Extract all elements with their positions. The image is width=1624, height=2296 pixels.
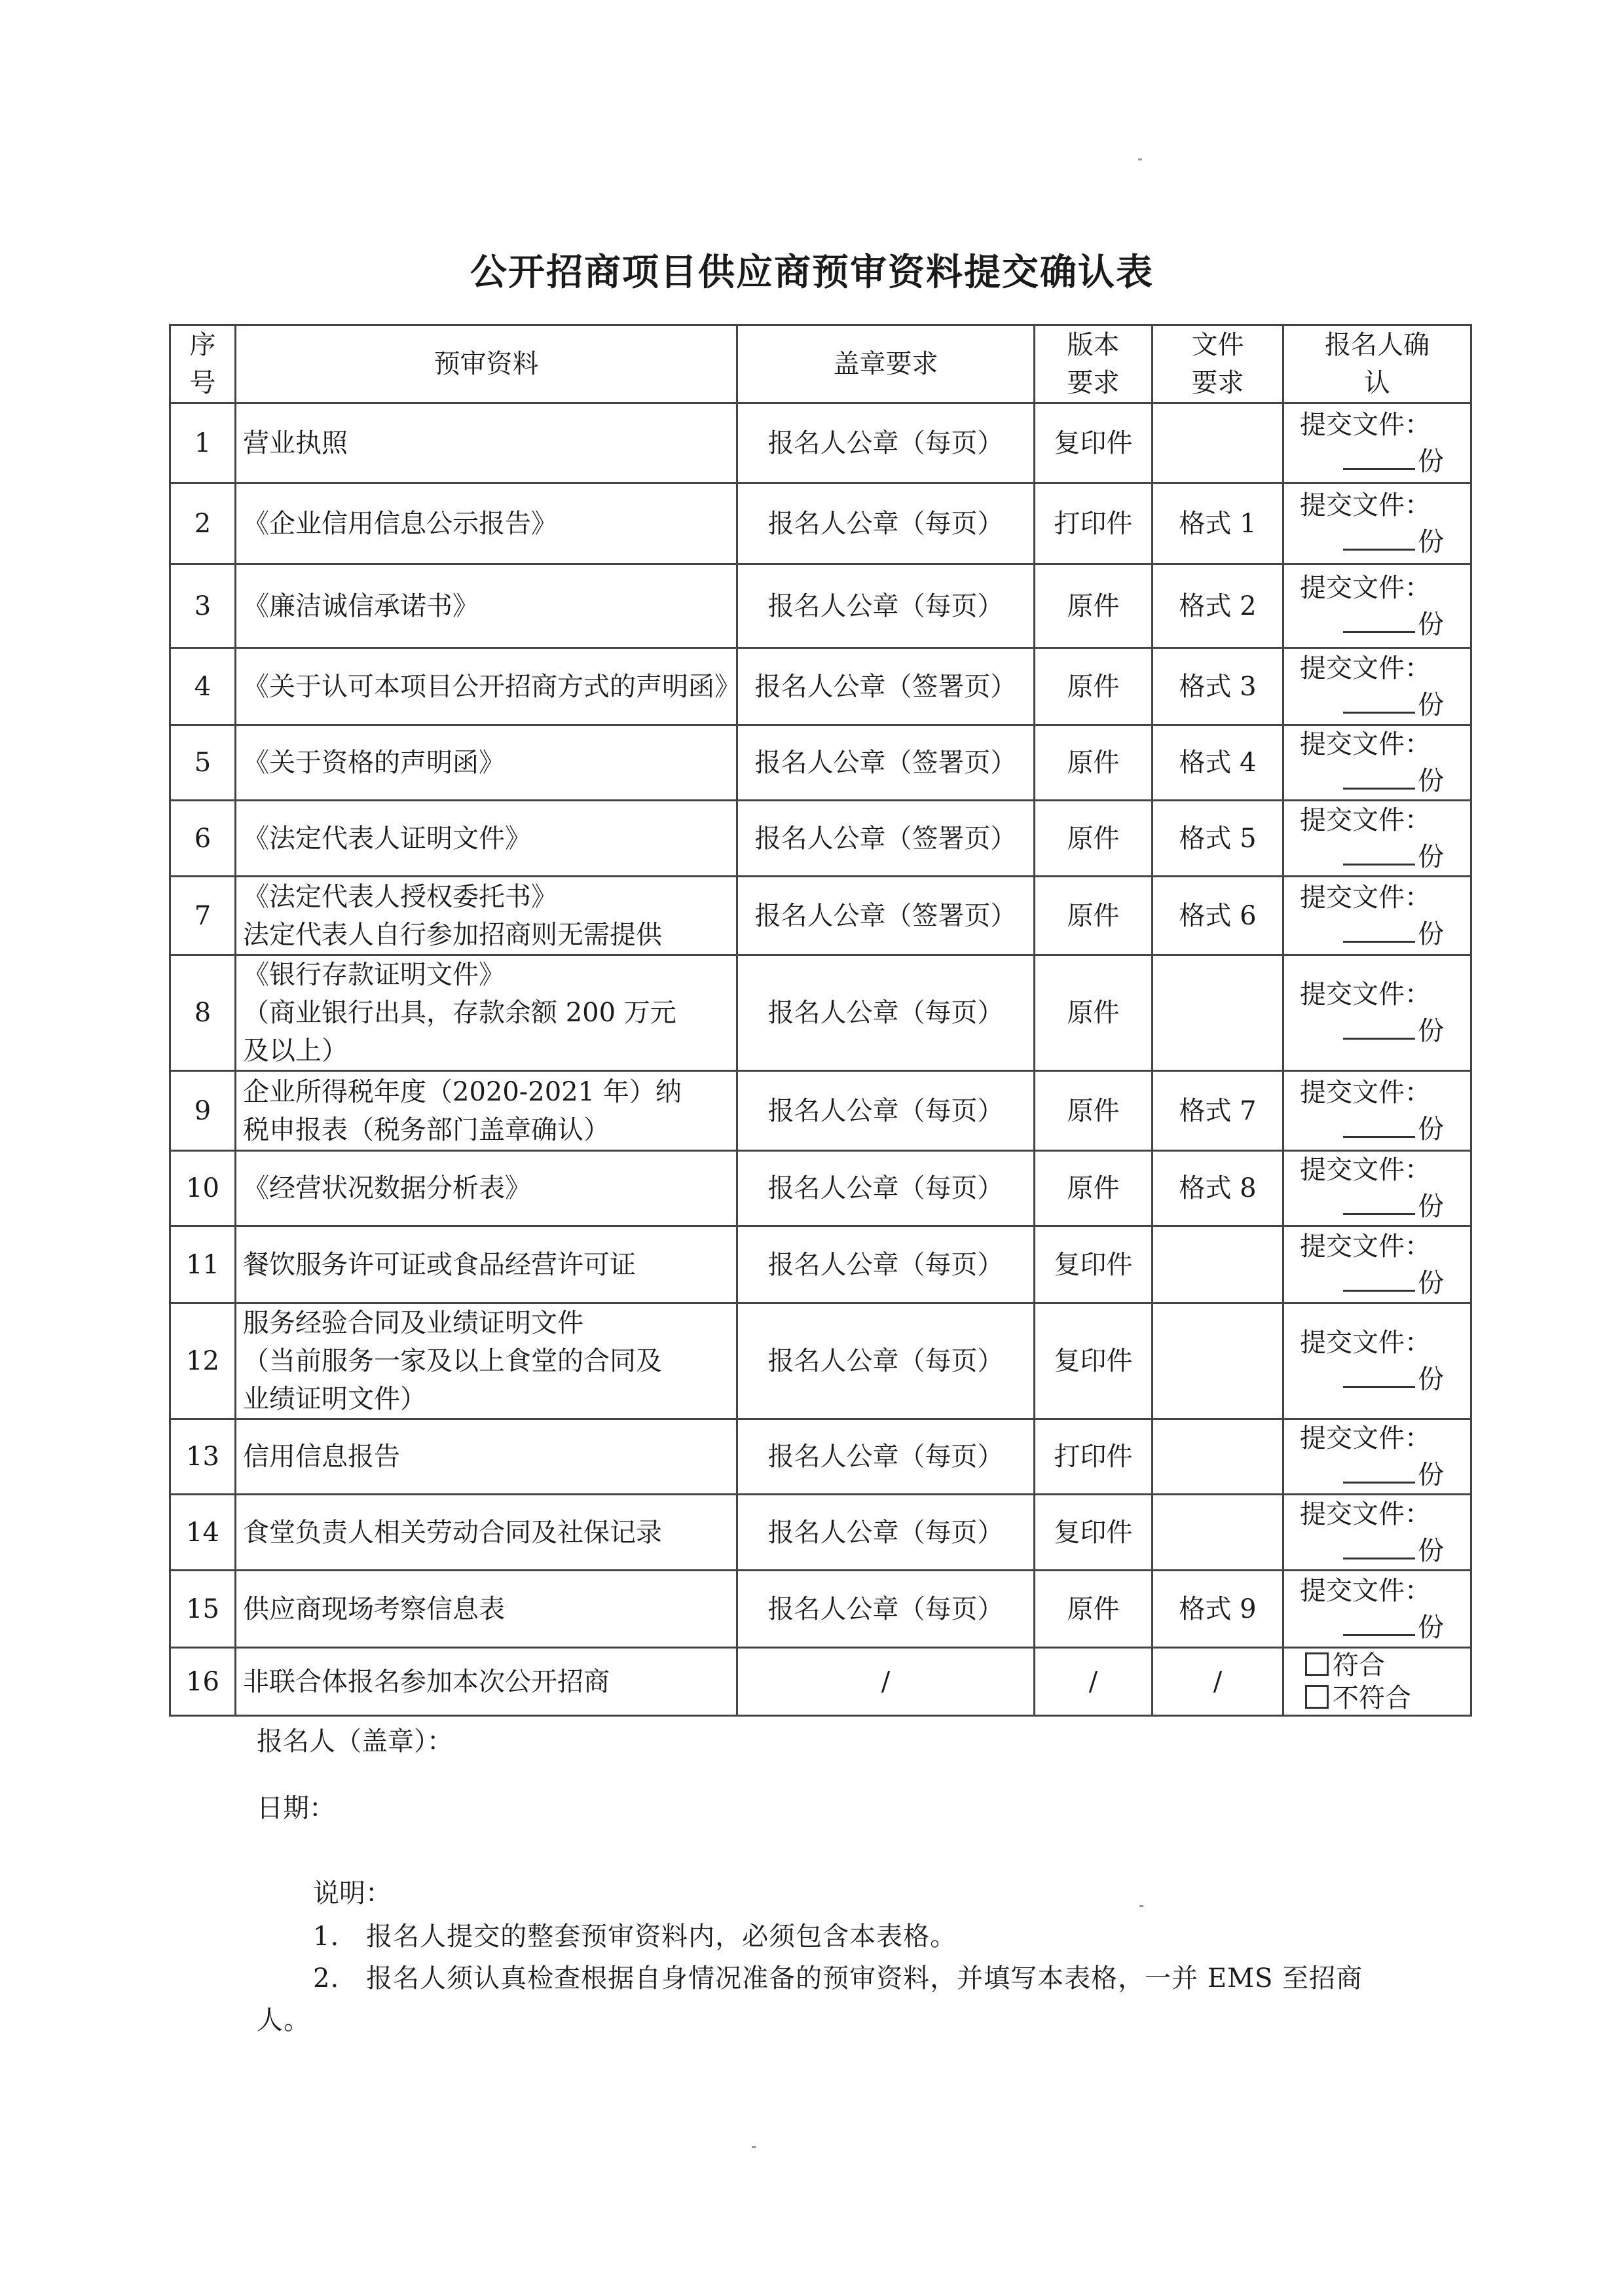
- copies-field[interactable]: [1291, 839, 1464, 875]
- copies-unit: 份: [1418, 841, 1444, 872]
- version-requirement: 原件: [1035, 1571, 1153, 1648]
- copies-field[interactable]: [1291, 1111, 1464, 1148]
- submitted-files-label: 提交文件：: [1300, 1575, 1431, 1606]
- material-line: 服务经验合同及业绩证明文件: [243, 1308, 583, 1338]
- copies-unit: 份: [1418, 919, 1444, 949]
- copies-field[interactable]: [1291, 1361, 1464, 1398]
- confirm-cell[interactable]: [1283, 1495, 1471, 1571]
- copies-blank-line[interactable]: [1343, 763, 1415, 790]
- submitted-files-label: 提交文件：: [1300, 1499, 1431, 1529]
- table-row: [170, 1226, 1471, 1303]
- format-requirement: [1153, 955, 1283, 1071]
- material-line: 法定代表人自行参加招商则无需提供: [243, 919, 662, 950]
- format-requirement: [1153, 1226, 1283, 1303]
- checkbox-conform[interactable]: [1291, 1649, 1464, 1682]
- version-requirement: 原件: [1035, 955, 1153, 1071]
- seal-requirement: 报名人公章（每页）: [737, 1151, 1035, 1226]
- applicant-seal-label: 报名人（盖章）：: [257, 1726, 453, 1757]
- submitted-files-label: 提交文件：: [1300, 979, 1431, 1010]
- copies-unit: 份: [1418, 1364, 1444, 1394]
- copies-blank-line[interactable]: [1343, 839, 1415, 866]
- material-cell: [236, 877, 737, 955]
- confirm-cell[interactable]: [1283, 725, 1471, 801]
- format-requirement: 格式 5: [1153, 801, 1283, 877]
- material-cell: 《关于认可本项目公开招商方式的声明函》: [236, 648, 737, 725]
- row-number: 7: [170, 877, 236, 955]
- material-cell: 《经营状况数据分析表》: [236, 1151, 737, 1226]
- format-requirement: [1153, 403, 1283, 483]
- material-cell: 食堂负责人相关劳动合同及社保记录: [236, 1495, 737, 1571]
- copies-unit: 份: [1418, 526, 1444, 557]
- version-requirement: 原件: [1035, 725, 1153, 801]
- material-cell: 餐饮服务许可证或食品经营许可证: [236, 1226, 737, 1303]
- material-line: （商业银行出具，存款余额 200 万元: [243, 998, 676, 1028]
- confirm-cell[interactable]: [1283, 1303, 1471, 1419]
- format-requirement: [1153, 1495, 1283, 1571]
- version-requirement: 原件: [1035, 801, 1153, 877]
- copies-unit: 份: [1418, 766, 1444, 796]
- seal-requirement: 报名人公章（每页）: [737, 955, 1035, 1071]
- table-row: [170, 483, 1471, 564]
- submitted-files-label: 提交文件：: [1300, 1077, 1431, 1108]
- col-header-num: 序号: [170, 325, 236, 403]
- table-row: [170, 1303, 1471, 1419]
- confirm-cell[interactable]: [1283, 955, 1471, 1071]
- seal-requirement: 报名人公章（每页）: [737, 1571, 1035, 1648]
- seal-requirement: 报名人公章（每页）: [737, 1495, 1035, 1571]
- seal-requirement: 报名人公章（每页）: [737, 483, 1035, 564]
- row-number: 12: [170, 1303, 236, 1419]
- version-requirement: 复印件: [1035, 1226, 1153, 1303]
- scan-speck: [752, 2146, 756, 2148]
- format-requirement: 格式 1: [1153, 483, 1283, 564]
- version-requirement: 复印件: [1035, 403, 1153, 483]
- submitted-files-label: 提交文件：: [1300, 572, 1431, 603]
- copies-field[interactable]: [1291, 1188, 1464, 1225]
- material-cell: 《企业信用信息公示报告》: [236, 483, 737, 564]
- material-line: （当前服务一家及以上食堂的合同及: [243, 1346, 662, 1376]
- copies-unit: 份: [1418, 1535, 1444, 1566]
- confirm-cell[interactable]: [1283, 801, 1471, 877]
- scan-speck: [1139, 1905, 1143, 1907]
- copies-blank-line[interactable]: [1343, 1013, 1415, 1040]
- copies-blank-line[interactable]: [1343, 1188, 1415, 1215]
- table-row: [170, 1495, 1471, 1571]
- seal-requirement: 报名人公章（签署页）: [737, 801, 1035, 877]
- confirm-cell[interactable]: [1283, 483, 1471, 564]
- row-number: 1: [170, 403, 236, 483]
- submitted-files-label: 提交文件：: [1300, 490, 1431, 520]
- row-number: 3: [170, 564, 236, 648]
- material-line: 税申报表（税务部门盖章确认）: [243, 1114, 610, 1145]
- submitted-files-label: 提交文件：: [1300, 653, 1431, 683]
- col-header-seal: 盖章要求: [737, 325, 1035, 403]
- row-number: 6: [170, 801, 236, 877]
- copies-field[interactable]: [1291, 443, 1464, 480]
- format-requirement: 格式 2: [1153, 564, 1283, 648]
- table-row: [170, 648, 1471, 725]
- material-line: 《银行存款证明文件》: [243, 960, 505, 990]
- copies-field[interactable]: [1291, 1013, 1464, 1049]
- table-row: [170, 801, 1471, 877]
- version-requirement: 原件: [1035, 1151, 1153, 1226]
- checkbox-label: 符合: [1333, 1650, 1385, 1681]
- submitted-files-label: 提交文件：: [1300, 1328, 1431, 1358]
- row-number: 13: [170, 1419, 236, 1495]
- seal-requirement: 报名人公章（签署页）: [737, 877, 1035, 955]
- submitted-files-label: 提交文件：: [1300, 1423, 1431, 1453]
- version-requirement: 原件: [1035, 877, 1153, 955]
- confirm-cell[interactable]: [1283, 1419, 1471, 1495]
- format-requirement: 格式 4: [1153, 725, 1283, 801]
- scan-speck: [1138, 158, 1142, 160]
- copies-unit: 份: [1418, 1016, 1444, 1046]
- col-header-version: 版本要求: [1035, 325, 1153, 403]
- material-cell: [236, 1071, 737, 1151]
- table-row: [170, 877, 1471, 955]
- material-cell: 供应商现场考察信息表: [236, 1571, 737, 1648]
- copies-field[interactable]: [1291, 1457, 1464, 1493]
- version-requirement: 打印件: [1035, 1419, 1153, 1495]
- note-item-2: 2. 报名人须认真检查根据自身情况准备的预审资料，并填写本表格，一并 EMS 至招商人。: [257, 1963, 1363, 2035]
- copies-field[interactable]: [1291, 1609, 1464, 1646]
- copies-unit: 份: [1418, 1114, 1444, 1144]
- note-item-1: 1. 报名人提交的整套预审资料内，必须包含本表格。: [313, 1922, 957, 1952]
- seal-requirement: 报名人公章（每页）: [737, 564, 1035, 648]
- confirm-cell[interactable]: [1283, 403, 1471, 483]
- copies-unit: 份: [1418, 446, 1444, 477]
- seal-requirement: 报名人公章（每页）: [737, 1226, 1035, 1303]
- material-cell: 信用信息报告: [236, 1419, 737, 1495]
- submitted-files-label: 提交文件：: [1300, 805, 1431, 835]
- confirm-cell[interactable]: [1283, 564, 1471, 648]
- col-header-material: 预审资料: [236, 325, 737, 403]
- copies-unit: 份: [1418, 1460, 1444, 1490]
- version-requirement: 原件: [1035, 564, 1153, 648]
- col-header-format: 文件要求: [1153, 325, 1283, 403]
- format-requirement: [1153, 1419, 1283, 1495]
- copies-unit: 份: [1418, 1267, 1444, 1298]
- copies-blank-line[interactable]: [1343, 1533, 1415, 1559]
- format-requirement: 格式 3: [1153, 648, 1283, 725]
- seal-requirement: /: [737, 1648, 1035, 1716]
- table-row: [170, 564, 1471, 648]
- confirm-cell[interactable]: [1283, 1071, 1471, 1151]
- row-number: 16: [170, 1648, 236, 1716]
- version-requirement: 原件: [1035, 648, 1153, 725]
- table-row: [170, 1071, 1471, 1151]
- seal-requirement: 报名人公章（签署页）: [737, 725, 1035, 801]
- material-line: 企业所得税年度（2020-2021 年）纳: [243, 1076, 682, 1107]
- copies-field[interactable]: [1291, 687, 1464, 723]
- version-requirement: 原件: [1035, 1071, 1153, 1151]
- checkbox-label: 不符合: [1333, 1683, 1411, 1713]
- row-number: 14: [170, 1495, 236, 1571]
- seal-requirement: 报名人公章（每页）: [737, 403, 1035, 483]
- checkbox-nonconform[interactable]: [1291, 1682, 1464, 1715]
- submitted-files-label: 提交文件：: [1300, 1231, 1431, 1262]
- row-number: 4: [170, 648, 236, 725]
- row-number: 8: [170, 955, 236, 1071]
- checkbox-square-icon[interactable]: [1305, 1652, 1329, 1676]
- copies-field[interactable]: [1291, 606, 1464, 643]
- copies-field[interactable]: [1291, 916, 1464, 953]
- confirm-cell[interactable]: [1283, 648, 1471, 725]
- material-cell: [236, 1303, 737, 1419]
- copies-blank-line[interactable]: [1343, 687, 1415, 714]
- page-title: 公开招商项目供应商预审资料提交确认表: [470, 251, 1154, 294]
- format-requirement: 格式 7: [1153, 1071, 1283, 1151]
- table-row: [170, 403, 1471, 483]
- material-cell: 《法定代表人证明文件》: [236, 801, 737, 877]
- copies-unit: 份: [1418, 609, 1444, 640]
- copies-blank-line[interactable]: [1343, 1361, 1415, 1388]
- seal-requirement: 报名人公章（每页）: [737, 1303, 1035, 1419]
- material-line: 《法定代表人授权委托书》: [243, 881, 557, 912]
- copies-blank-line[interactable]: [1343, 1457, 1415, 1484]
- submitted-files-label: 提交文件：: [1300, 1155, 1431, 1185]
- checkbox-square-icon[interactable]: [1305, 1685, 1329, 1709]
- table-header-row: [170, 325, 1471, 403]
- copies-field[interactable]: [1291, 1265, 1464, 1302]
- table-row: [170, 1151, 1471, 1226]
- material-cell: 《廉洁诚信承诺书》: [236, 564, 737, 648]
- copies-unit: 份: [1418, 1192, 1444, 1222]
- version-requirement: 复印件: [1035, 1303, 1153, 1419]
- confirmation-table: [169, 324, 1472, 1717]
- copies-field[interactable]: [1291, 1533, 1464, 1569]
- seal-requirement: 报名人公章（每页）: [737, 1071, 1035, 1151]
- submitted-files-label: 提交文件：: [1300, 409, 1431, 440]
- notes-title: 说明：: [313, 1878, 392, 1908]
- row-number: 5: [170, 725, 236, 801]
- format-requirement: 格式 6: [1153, 877, 1283, 955]
- col-header-confirm: 报名人确认: [1283, 325, 1471, 403]
- format-requirement: 格式 8: [1153, 1151, 1283, 1226]
- row-number: 2: [170, 483, 236, 564]
- material-cell: 营业执照: [236, 403, 737, 483]
- copies-blank-line[interactable]: [1343, 916, 1415, 943]
- confirm-cell[interactable]: [1283, 877, 1471, 955]
- row-number: 15: [170, 1571, 236, 1648]
- format-requirement: 格式 9: [1153, 1571, 1283, 1648]
- date-label: 日期：: [257, 1793, 335, 1823]
- table-row: [170, 955, 1471, 1071]
- copies-unit: 份: [1418, 1612, 1444, 1643]
- seal-requirement: 报名人公章（签署页）: [737, 648, 1035, 725]
- format-requirement: /: [1153, 1648, 1283, 1716]
- material-cell: [236, 955, 737, 1071]
- copies-blank-line[interactable]: [1343, 443, 1415, 470]
- confirm-cell[interactable]: [1283, 1571, 1471, 1648]
- material-line: 业绩证明文件）: [243, 1384, 426, 1414]
- material-line: 及以上）: [243, 1036, 348, 1066]
- format-requirement: [1153, 1303, 1283, 1419]
- copies-unit: 份: [1418, 689, 1444, 720]
- table-row: [170, 1648, 1471, 1716]
- version-requirement: 复印件: [1035, 1495, 1153, 1571]
- submitted-files-label: 提交文件：: [1300, 882, 1431, 913]
- copies-blank-line[interactable]: [1343, 1609, 1415, 1636]
- confirm-cell[interactable]: [1283, 1151, 1471, 1226]
- confirm-cell[interactable]: [1283, 1226, 1471, 1303]
- row-number: 9: [170, 1071, 236, 1151]
- row-number: 10: [170, 1151, 236, 1226]
- material-cell: 非联合体报名参加本次公开招商: [236, 1648, 737, 1716]
- copies-blank-line[interactable]: [1343, 1265, 1415, 1292]
- version-requirement: 打印件: [1035, 483, 1153, 564]
- table-row: [170, 1419, 1471, 1495]
- copies-blank-line[interactable]: [1343, 524, 1415, 551]
- table-row: [170, 725, 1471, 801]
- row-number: 11: [170, 1226, 236, 1303]
- copies-blank-line[interactable]: [1343, 1111, 1415, 1138]
- table-row: [170, 1571, 1471, 1648]
- copies-field[interactable]: [1291, 763, 1464, 799]
- version-requirement: /: [1035, 1648, 1153, 1716]
- copies-blank-line[interactable]: [1343, 606, 1415, 633]
- copies-field[interactable]: [1291, 524, 1464, 560]
- submitted-files-label: 提交文件：: [1300, 729, 1431, 759]
- confirm-cell[interactable]: [1283, 1648, 1471, 1716]
- material-cell: 《关于资格的声明函》: [236, 725, 737, 801]
- seal-requirement: 报名人公章（每页）: [737, 1419, 1035, 1495]
